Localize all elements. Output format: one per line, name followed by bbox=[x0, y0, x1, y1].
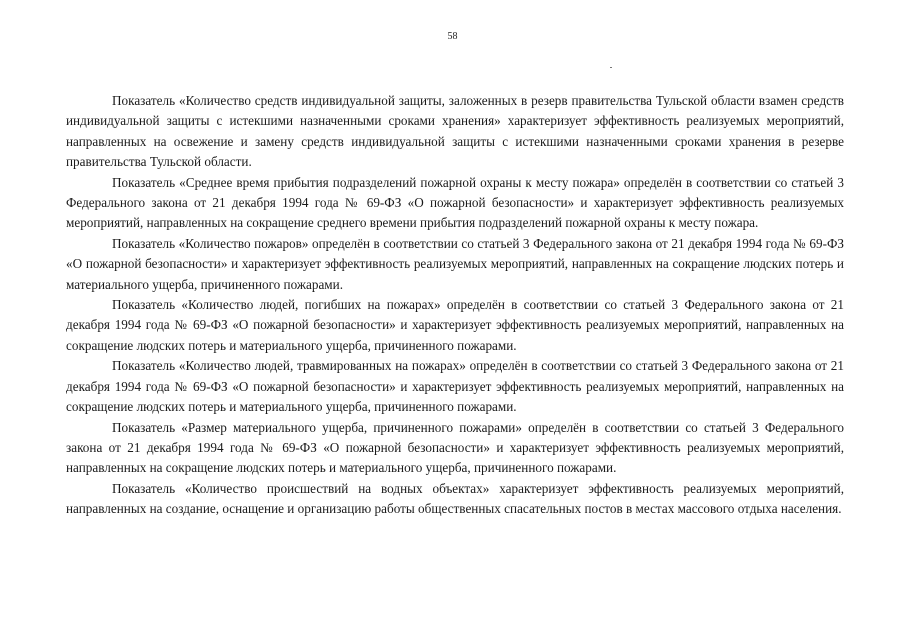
paragraph-water-incidents: Показатель «Количество происшествий на водных объектах» характеризует эффективность реализуемых мероприятий, направленных на создание, оснащение и организацию работы общественных спасательных постов в местах массового отдыха населения. bbox=[66, 480, 844, 517]
paragraph-fire-count: Показатель «Количество пожаров» определён в соответствии со статьей 3 Федерального закона от 21 декабря 1994 года № 69-ФЗ «О пожарной безопасности» и характеризует эффективность реализуемых мероприятий, направленных на сокращение людских потерь и материального ущерба, причиненного пожарами. bbox=[66, 235, 844, 292]
paragraph-fire-response-time: Показатель «Среднее время прибытия подразделений пожарной охраны к месту пожара» определён в соответствии со статьей 3 Федерального закона от 21 декабря 1994 года № 69-ФЗ «О пожарной безопасности» и характеризует эффективность реализуемых мероприятий, направленных на сокращение среднего времени прибытия подразделений пожарной охраны к месту пожара. bbox=[66, 174, 844, 231]
document-body bbox=[66, 91, 844, 520]
paragraph-fire-injuries: Показатель «Количество людей, травмированных на пожарах» определён в соответствии со статьей 3 Федерального закона от 21 декабря 1994 года № 69-ФЗ «О пожарной безопасности» и характеризует эффективность реализуемых мероприятий, направленных на сокращение людских потерь и материального ущерба, причиненного пожарами. bbox=[66, 358, 844, 415]
scan-speck bbox=[610, 67, 612, 68]
paragraph-fire-deaths: Показатель «Количество людей, погибших на пожарах» определён в соответствии со статьей 3 Федерального закона от 21 декабря 1994 года № 69-ФЗ «О пожарной безопасности» и характеризует эффективность реализуемых мероприятий, направленных на сокращение людских потерь и материального ущерба, причиненного пожарами. bbox=[66, 297, 844, 353]
paragraph-ppe-reserve: Показатель «Количество средств индивидуальной защиты, заложенных в резерв правительства Тульской области взамен средств индивидуальной защиты с истекшими назначенными сроками хранения» характеризует эффективность реализуемых мероприятий, направленных на освежение и замену средств индивидуальной защиты с истекшими назначенными сроками хранения в резерве правительства Тульской области. bbox=[66, 93, 844, 170]
page-number: 58 bbox=[447, 31, 458, 42]
paragraph-fire-damage: Показатель «Размер материального ущерба, причиненного пожарами» определён в соответствии со статьей 3 Федерального закона от 21 декабря 1994 года № 69-ФЗ «О пожарной безопасности» и характеризует эффективность реализуемых мероприятий, направленных на сокращение людских потерь и материального ущерба, причиненного пожарами. bbox=[66, 419, 844, 476]
